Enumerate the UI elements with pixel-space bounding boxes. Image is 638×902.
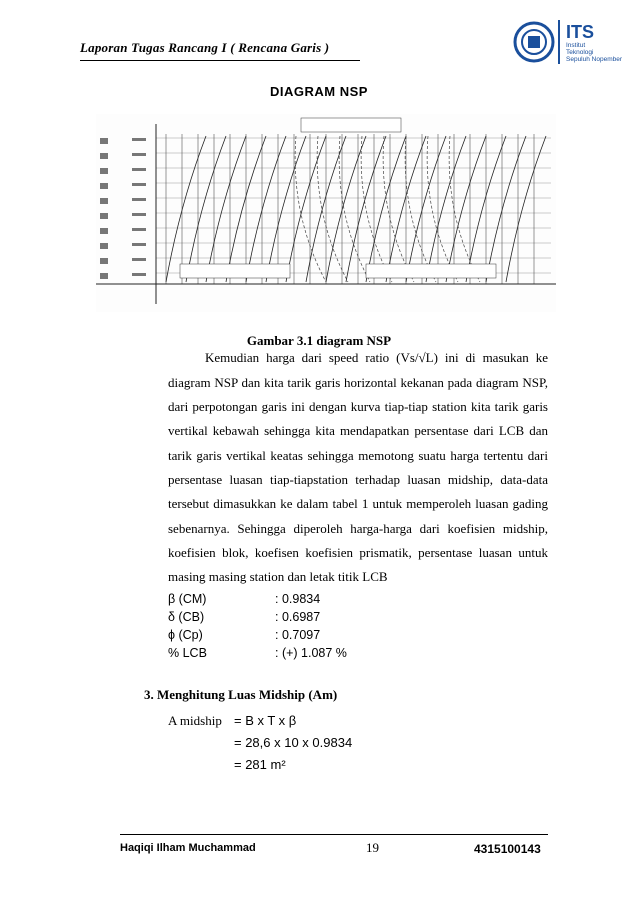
calc-line: = 281 m² <box>234 757 286 772</box>
nsp-diagram <box>96 114 556 312</box>
calc-line: = B x T x β <box>234 713 297 728</box>
page-number: 19 <box>366 840 379 855</box>
coefficient-label: δ (CB) <box>168 610 205 624</box>
its-logo-mark <box>512 14 622 70</box>
coefficient-label: ϕ (Cp) <box>168 628 203 642</box>
svg-text:Sepuluh Nopember: Sepuluh Nopember <box>566 56 622 63</box>
calc-label: A midship <box>168 713 222 728</box>
diagram-title: DIAGRAM NSP <box>270 84 368 99</box>
section-heading: 3. Menghitung Luas Midship (Am) <box>144 687 338 702</box>
student-id: 4315100143 <box>474 842 541 856</box>
its-logo <box>512 14 622 70</box>
coefficient-value: : (+) 1.087 % <box>275 646 347 660</box>
header-divider <box>80 60 360 61</box>
paragraph-line: masing masing station dan letak titik LCB <box>168 569 388 584</box>
paragraph-line: persentase luasan tiap-tiapstation terhadap luasan midship, data-data <box>168 472 548 487</box>
paragraph-line: tarik garis vertikal keatas sehingga memotong suatu harga tertentu dari <box>168 448 548 463</box>
coefficient-value: : 0.6987 <box>275 610 321 624</box>
nsp-diagram-image <box>96 114 556 312</box>
running-header: Laporan Tugas Rancang I ( Rencana Garis ) <box>80 40 330 55</box>
coefficient-value: : 0.9834 <box>275 592 321 606</box>
svg-text:ITS: ITS <box>566 22 595 42</box>
paragraph-line: diagram NSP dan kita tarik garis horizontal kekanan pada diagram NSP, <box>168 375 548 390</box>
paragraph-line: dari perpotongan garis ini dengan kurva tiap-tiap station kita tarik garis <box>168 399 548 414</box>
paragraph-line: vertikal kebawah sehingga kita mendapatkan persentase dari LCB dan <box>168 423 548 438</box>
svg-text:Institut: Institut <box>566 42 586 49</box>
calc-line: = 28,6 x 10 x 0.9834 <box>234 735 353 750</box>
paragraph-line: Kemudian harga dari speed ratio (Vs/√L) ini di masukan ke <box>205 350 548 365</box>
svg-text:Teknologi: Teknologi <box>566 49 594 56</box>
coefficient-value: : 0.7097 <box>275 628 321 642</box>
footer-divider <box>120 834 548 835</box>
figure-caption: Gambar 3.1 diagram NSP <box>246 333 392 348</box>
coefficient-label: β (CM) <box>168 592 207 606</box>
footer-author: Haqiqi Ilham Muchammad <box>120 842 256 854</box>
paragraph-line: koefisien blok, koefisen koefisien prismatik, persentase luasan untuk <box>168 545 548 560</box>
paragraph-line: tersebut dimasukkan ke dalam tabel 1 untuk memperoleh luasan gading <box>168 496 548 511</box>
paragraph-line: sebenarnya. Sehingga diperoleh harga-harga dari koefisien midship, <box>168 521 548 536</box>
coefficient-label: % LCB <box>168 646 207 660</box>
